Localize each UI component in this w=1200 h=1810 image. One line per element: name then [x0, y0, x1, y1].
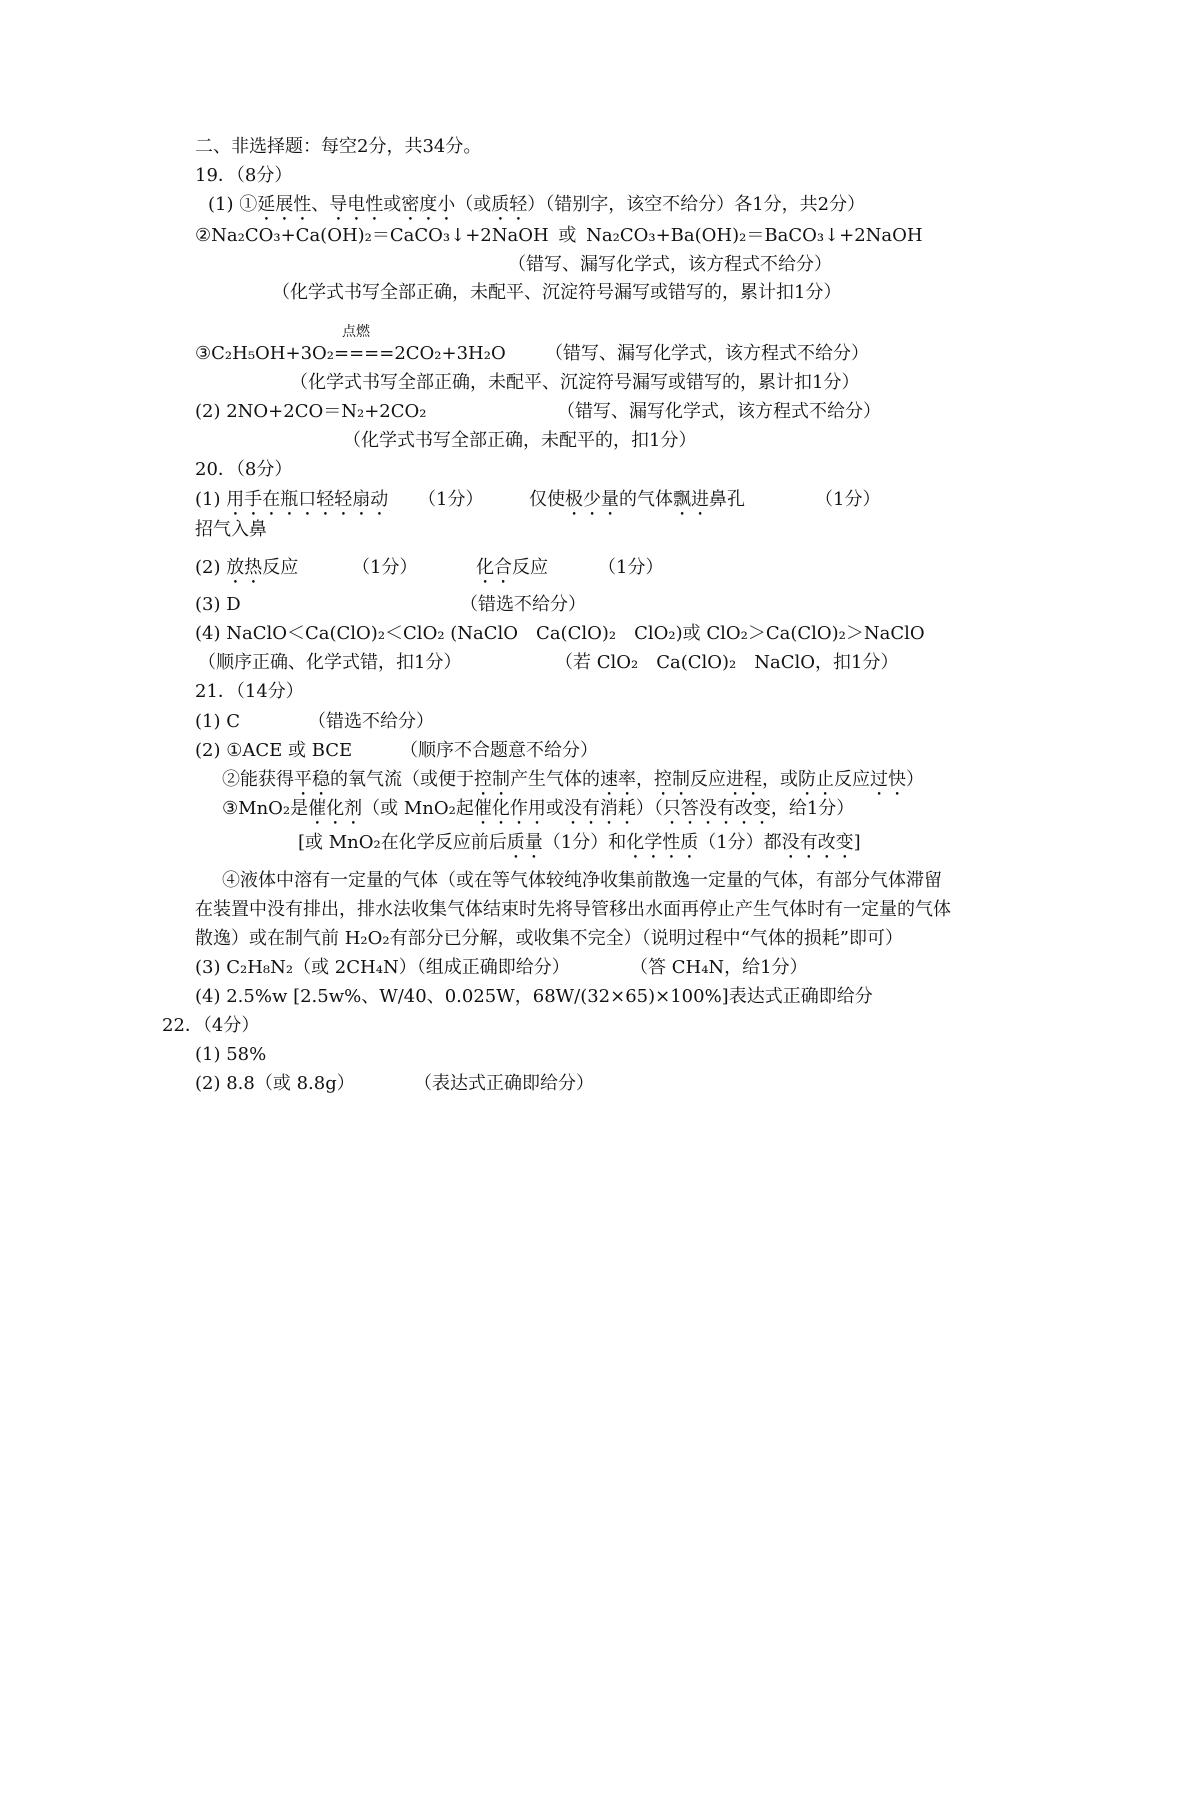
q21-r-mid3: ， [636, 769, 654, 790]
q20-line1 [195, 488, 388, 520]
q21-r-post: ） [906, 769, 924, 790]
q20-answer-fan-hand: 用手在瓶口轻轻扇动 [226, 489, 389, 510]
q21-a-mid1: （1分）和 [542, 832, 627, 853]
q21-catalyst-alt [298, 831, 861, 863]
q21-keyword-control: 控制 [474, 769, 510, 790]
q21-r-mid4: 反应 [690, 769, 726, 790]
q22-part1-answer: (1) 58% [195, 1044, 267, 1065]
q21-keyword-steady: 平稳 [294, 769, 330, 790]
q20-line3-b [476, 556, 548, 588]
q19-part3-equation [195, 324, 506, 366]
q20-keyword-combination: 化合 [476, 557, 512, 578]
q19-part2-equations [195, 224, 923, 248]
q20-part3-note: （错选不给分） [460, 594, 586, 615]
q21-c-post: ，给1分） [770, 798, 855, 819]
q19-ethanol-products: 2CO₂+3H₂O [394, 343, 506, 364]
q21-r-pre: ②能获得 [222, 769, 294, 790]
q21-part3-partial: （答 CH₄N，给1分） [630, 957, 808, 978]
q21-r-mid6: 反应 [834, 769, 870, 790]
q20-part4-answer: (4) NaClO＜Ca(ClO)₂＜ClO₂ (NaClO Ca(ClO)₂ ClO₂)或 ClO₂＞Ca(ClO)₂＞NaClO [195, 623, 925, 644]
q21-gas-loss-line2: 在装置中没有排出，排水法收集气体结束时先将导管移出水面再停止产生气体时有一定量的气体 [195, 899, 951, 920]
q21-keyword-catalyst: 催化剂 [308, 798, 363, 819]
q20-score4: （1分） [598, 557, 664, 578]
q21-r-mid2: 产生气体的 [510, 769, 600, 790]
q20-b-mid: 的气体 [619, 489, 673, 510]
q21-keyword-unchanged: 没有改变 [781, 832, 854, 853]
q19-part1-line [208, 193, 865, 225]
q22-part2-answer: (2) 8.8（或 8.8g） [195, 1073, 355, 1094]
q21-gas-loss-line1: ④液体中溶有一定量的气体（或在等气体较纯净收集前散逸一定量的气体，有部分气体滞留 [222, 870, 942, 891]
q19-equation-ca: Na₂CO₃+Ca(OH)₂＝CaCO₃↓+2NaOH [211, 225, 549, 246]
q21-gas-loss-line3: 散逸）或在制气前 H₂O₂有部分已分解，或收集不完全）（说明过程中“气体的损耗”即可） [195, 928, 904, 949]
q21-keyword-too-fast: 过快 [870, 769, 906, 790]
q21-part3-answer: (3) C₂H₈N₂（或 2CH₄N）（组成正确即给分） [195, 957, 570, 978]
q20-b-post: 鼻孔 [709, 489, 745, 510]
q21-keyword-prevent: 防止 [798, 769, 834, 790]
q19-keyword-low-density: 密度小 [401, 194, 456, 215]
q19-paren-open: （或 [455, 194, 492, 215]
q20-keyword-exothermic: 放热 [226, 557, 263, 578]
q21-keyword-progress: 进程 [726, 769, 762, 790]
q20-score1: （1分） [418, 489, 484, 510]
q20-keyword-tiny-amount: 极少量 [565, 489, 619, 510]
q21-r-mid5: ，或 [762, 769, 798, 790]
q21-c-mid2: 或 [545, 798, 564, 819]
q21-header: 21．（14分） [195, 681, 304, 702]
section-title: 二、非选择题：每空2分，共34分。 [195, 136, 482, 157]
q21-keyword-mass: 质量 [506, 832, 543, 853]
q21-part2-answer: (2) ①ACE 或 BCE [195, 740, 353, 761]
q19-part3-note1: （错写、漏写化学式，该方程式不给分） [545, 343, 869, 364]
q20-line2: 招气入鼻 [195, 519, 267, 540]
q21-keyword-catalysis: 催化作用 [473, 798, 546, 819]
q19-part3-note2: （化学式书写全部正确，未配平、沉淀符号漏写或错写的，累计扣1分） [290, 372, 860, 393]
q20-score2: （1分） [815, 489, 881, 510]
q19-part2-lead: ② [195, 225, 212, 246]
q21-a-pre: [或 MnO₂在化学反应前后 [298, 832, 507, 853]
q19-keyword-lightweight: 质轻 [491, 194, 528, 215]
q20-part4-note2: （若 ClO₂ Ca(ClO)₂ NaClO，扣1分） [555, 652, 899, 673]
q20-exothermic-rest: 反应 [262, 557, 299, 578]
q20-part3-answer: (3) D [195, 594, 241, 615]
q21-keyword-control2: 控制 [654, 769, 690, 790]
q19-part2-note2: （化学式书写全部正确，未配平、沉淀符号漏写或错写的，累计扣1分） [272, 282, 842, 303]
q21-part1-answer: (1) C [195, 711, 240, 732]
q20-b-pre: 仅使 [529, 489, 565, 510]
q19-ignition-arrow [334, 324, 395, 366]
q19-arrow-symbol: ==== [334, 343, 395, 364]
q21-part2-note: （顺序不合题意不给分） [400, 740, 598, 761]
q21-c-mid3: ）（ [635, 798, 663, 819]
q20-part1-prefix: (1) [195, 489, 227, 510]
q19-keyword-ductility: 延展性 [257, 194, 312, 215]
q21-keyword-rate: 速率 [600, 769, 636, 790]
q20-header: 20．（8分） [195, 459, 293, 480]
q20-combination-rest: 反应 [512, 557, 548, 578]
q19-part4-equation: (2) 2NO+2CO＝N₂+2CO₂ [195, 401, 427, 422]
q21-keyword-only-unchanged: 只答没有改变 [662, 798, 771, 819]
q19-part1-prefix: (1) ① [208, 194, 258, 215]
q19-part1-note: ）（错别字，该空不给分）各1分，共2分） [527, 194, 866, 215]
q21-part1-note: （错选不给分） [308, 711, 434, 732]
q21-keyword-not-consumed: 没有消耗 [563, 798, 636, 819]
q19-or: 或 [383, 194, 402, 215]
q20-line1-b [529, 488, 745, 520]
q21-c-mid1: （或 MnO₂起 [362, 798, 474, 819]
q20-score3: （1分） [352, 557, 418, 578]
q20-part4-note1: （顺序正确、化学式错，扣1分） [198, 652, 462, 673]
q19-ethanol-reactants: ③C₂H₅OH+3O₂ [195, 343, 334, 364]
q19-part2-note1: （错写、漏写化学式，该方程式不给分） [508, 254, 832, 275]
q22-header: 22．（4分） [162, 1015, 260, 1036]
q21-a-mid2: （1分）都 [698, 832, 782, 853]
q19-keyword-conductivity: 导电性 [329, 194, 384, 215]
q20-line3 [195, 556, 298, 588]
q21-catalyst-line [222, 797, 854, 829]
q19-part4-note1: （错写、漏写化学式，该方程式不给分） [557, 401, 881, 422]
q20-keyword-drift-in: 飘进 [673, 489, 709, 510]
q19-equation-ba: Na₂CO₃+Ba(OH)₂＝BaCO₃↓+2NaOH [586, 225, 923, 246]
q19-equation-or: 或 [558, 225, 577, 246]
q19-ignition-condition: 点燃 [342, 324, 370, 340]
q21-part4-answer: (4) 2.5%w [2.5w%、W/40、0.025W，68W/(32×65)×100%]表达式正确即给分 [195, 986, 873, 1007]
q21-r-mid1: 的氧气流（或便于 [330, 769, 474, 790]
q19-separator: 、 [311, 194, 330, 215]
q21-c-pre: ③MnO₂是 [222, 798, 309, 819]
q20-part2-prefix: (2) [195, 557, 227, 578]
q21-part2-reason [222, 768, 924, 800]
q21-a-post: ] [853, 832, 861, 853]
q19-part4-note2: （化学式书写全部正确，未配平的，扣1分） [343, 430, 697, 451]
q19-header: 19．（8分） [195, 165, 293, 186]
q22-part2-note: （表达式正确即给分） [414, 1073, 594, 1094]
q21-keyword-chem-property: 化学性质 [626, 832, 699, 853]
